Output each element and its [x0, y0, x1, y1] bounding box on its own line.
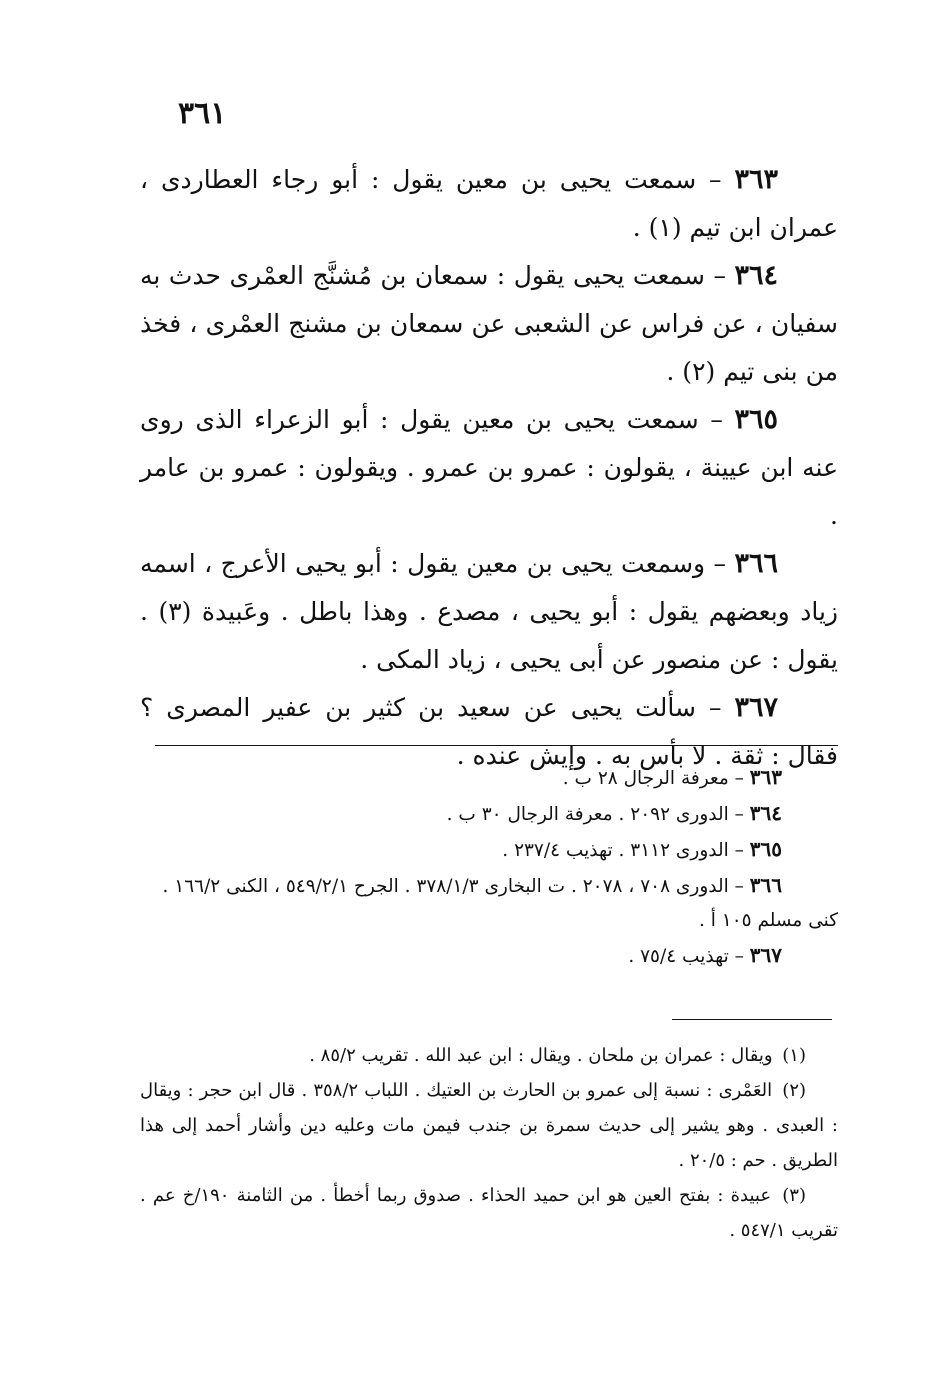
- entry-364: [140, 252, 838, 396]
- footnotes-block: [140, 1038, 838, 1248]
- entry-text: – سألت يحيى عن سعيد بن كثير بن عفير المصرى ؟ فقال : ثقة . لا بأس به . وإيش عنده .: [140, 693, 838, 770]
- main-text: [140, 156, 838, 780]
- reference-text: – الدورى ٢٠٩٢ . معرفة الرجال ٣٠ ب .: [446, 804, 750, 825]
- reference-text: – معرفة الرجال ٢٨ ب .: [562, 768, 750, 789]
- entry-366: [140, 540, 838, 684]
- page-number: ٣٦١: [178, 96, 227, 131]
- footnote-text: العَمْرى : نسبة إلى عمرو بن الحارث بن العتيك . اللباب ٣٥٨/٢ . قال ابن حجر : ويقال : العبدى . وهو يشير إلى حديث سمرة بن جندب فيمن مات وعليه دين وأشار أحمد إلى هذا الطريق . حم : ٢٠/٥ .: [140, 1080, 838, 1171]
- reference-number: ٣٦٥: [749, 837, 782, 861]
- entry-text: – سمعت يحيى بن معين يقول : أبو رجاء العطاردى ، عمران ابن تيم (١) .: [140, 165, 838, 242]
- reference-number: ٣٦٣: [749, 765, 782, 789]
- entry-number: ٣٦٣: [734, 164, 778, 195]
- reference-number: ٣٦٤: [749, 801, 782, 825]
- section-divider: [155, 745, 838, 746]
- reference-366: [140, 868, 838, 938]
- entry-text: – سمعت يحيى بن معين يقول : أبو الزعراء الذى روى عنه ابن عيينة ، يقولون : عمرو بن عمرو . ويقولون : عمرو بن عامر .: [140, 405, 838, 530]
- reference-364: [140, 796, 838, 832]
- entry-number: ٣٦٦: [734, 548, 778, 579]
- reference-number: ٣٦٦: [749, 873, 782, 897]
- reference-text: – تهذيب ٧٥/٤ .: [628, 946, 750, 967]
- entry-number: ٣٦٥: [734, 404, 778, 435]
- entry-text: – وسمعت يحيى بن معين يقول : أبو يحيى الأعرج ، اسمه زياد وبعضهم يقول : أبو يحيى ، مصدع . وهذا باطل . وعَبيدة (٣) . يقول : عن منصور عن أبى يحيى ، زياد المكى .: [140, 549, 838, 674]
- entry-number: ٣٦٤: [734, 260, 778, 291]
- footnote-3: [140, 1178, 838, 1248]
- entry-365: [140, 396, 838, 540]
- entry-363: [140, 156, 838, 252]
- footnote-marker: (٣): [782, 1185, 806, 1206]
- reference-363: [140, 760, 838, 796]
- reference-number: ٣٦٧: [749, 943, 782, 967]
- footnote-marker: (٢): [782, 1080, 807, 1101]
- reference-text: – الدورى ٧٠٨ ، ٢٠٧٨ . ت البخارى ٣٧٨/١/٣ . الجرح ٥٤٩/٢/١ ، الكنى ١٦٦/٢ . كنى مسلم ١٠٥ أ .: [162, 876, 838, 931]
- reference-367: [140, 938, 838, 974]
- references-block: [140, 760, 838, 974]
- footnote-2: [140, 1073, 838, 1178]
- reference-365: [140, 832, 838, 868]
- footnote-divider: [672, 1019, 832, 1020]
- footnote-1: [140, 1038, 838, 1073]
- reference-text: – الدورى ٣١١٢ . تهذيب ٢٣٧/٤ .: [502, 840, 750, 861]
- entry-text: – سمعت يحيى يقول : سمعان بن مُشنَّج العمْرى حدث به سفيان ، عن فراس عن الشعبى عن سمعان بن مشنج العمْرى ، فخذ من بنى تيم (٢) .: [140, 261, 838, 386]
- entry-number: ٣٦٧: [734, 692, 778, 723]
- footnote-marker: (١): [782, 1045, 806, 1066]
- footnote-text: ويقال : عمران بن ملحان . ويقال : ابن عبد الله . تقريب ٨٥/٢ .: [309, 1045, 779, 1066]
- footnote-text: عبيدة : بفتح العين هو ابن حميد الحذاء . صدوق ربما أخطأ . من الثامنة ١٩٠/خ عم . تقريب ٥٤٧/١ .: [140, 1185, 838, 1241]
